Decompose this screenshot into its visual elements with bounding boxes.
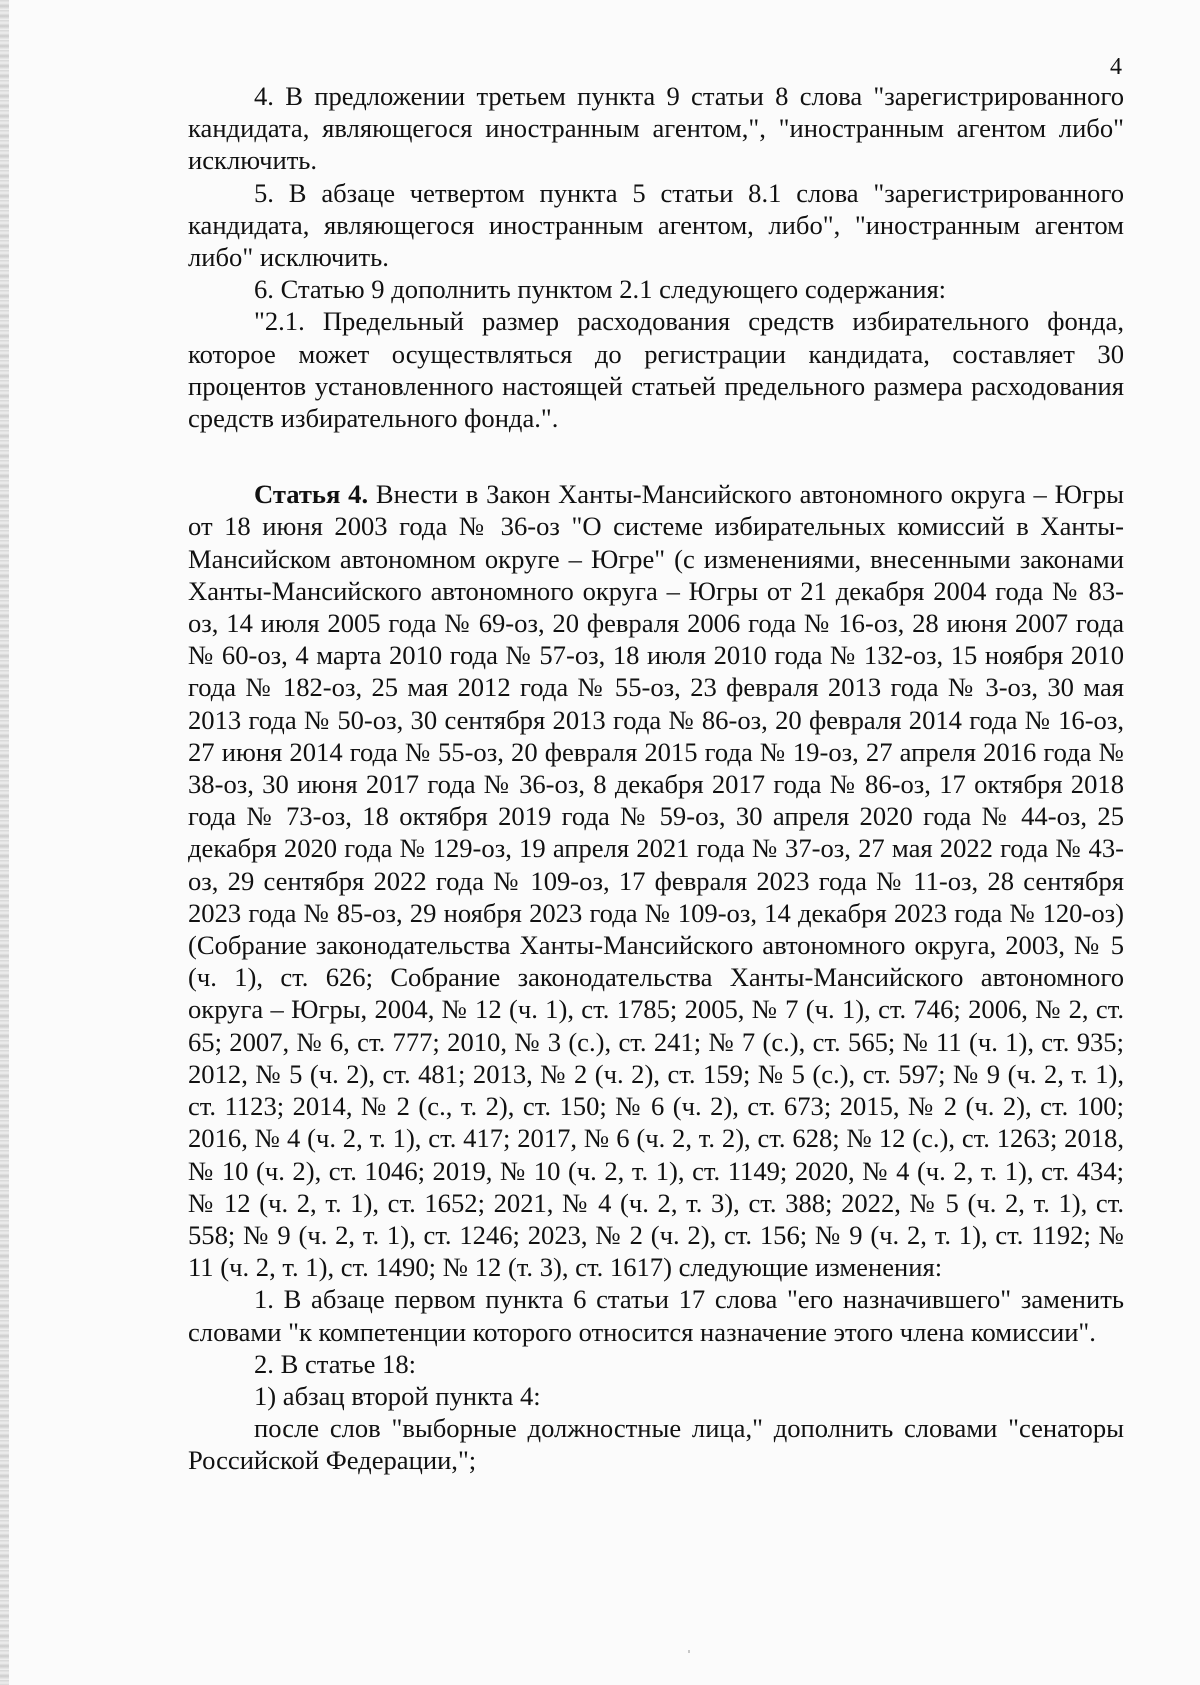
paragraph-gap <box>188 434 1124 478</box>
scan-dot <box>688 1650 690 1653</box>
change-item-2: 2. В статье 18: <box>254 1348 417 1379</box>
quoted-point-2-1: "2.1. Предельный размер расходования средств избирательного фонда, которое может осуществляться до регистрации кандидата, составляет 30 процентов установленного настоящей статьей предельного размера расходования средств избирательного фонда.". <box>188 306 1124 434</box>
change-item-1: 1. В абзаце первом пункта 6 статьи 17 слова "его назначившего" заменить словами "к компетенции которого относится назначение этого члена комиссии". <box>188 1284 1124 1347</box>
change-subitem-1: 1) абзац второй пункта 4: <box>254 1380 541 1411</box>
paragraph-item-5: 5. В абзаце четвертом пункта 5 статьи 8.1 слова "зарегистрированного кандидата, являющегося иностранным агентом, либо", "иностранным агентом либо" исключить. <box>188 177 1124 273</box>
article-body: Внести в Закон Ханты-Мансийского автономного округа – Югры от 18 июня 2003 года № 36-оз "О системе избирательных комиссий в Ханты-Мансийском автономном округе – Югре" (с изменениями, внесенными законами Ханты-Мансийского автономного округа – Югры от 21 декабря 2004 года № 83-оз, 14 июля 2005 года № 69-оз, 20 февраля 2006 года № 16-оз, 28 июня 2007 года № 60-оз, 4 марта 2010 года № 57-оз, 18 июля 2010 года № 132-оз, 15 ноября 2010 года № 182-оз, 25 мая 2012 года № 55-оз, 23 февраля 2013 года № 3-оз, 30 мая 2013 года № 50-оз, 30 сентября 2013 года № 86-оз, 20 февраля 2014 года № 16-оз, 27 июня 2014 года № 55-оз, 20 февраля 2015 года № 19-оз, 27 апреля 2016 года № 38-оз, 30 июня 2017 года № 36-оз, 8 декабря 2017 года № 86-оз, 17 октября 2018 года № 73-оз, 18 октября 2019 года № 59-оз, 30 апреля 2020 года № 44-оз, 25 декабря 2020 года № 129-оз, 19 апреля 2021 года № 37-оз, 27 мая 2022 года № 43-оз, 29 сентября 2022 года № 109-оз, 17 февраля 2023 года № 11-оз, 28 сентября 2023 года № 85-оз, 29 ноября 2023 года № 109-оз, 14 декабря 2023 года № 120-оз) (Собрание законодательства Ханты-Мансийского автономного округа, 2003, № 5 (ч. 1), ст. 626; Собрание законодательства Ханты-Мансийского автономного округа – Югры, 2004, № 12 (ч. 1), ст. 1785; 2005, № 7 (ч. 1), ст. 746; 2006, № 2, ст. 65; 2007, № 6, ст. 777; 2010, № 3 (с.), ст. 241; № 7 (с.), ст. 565; № 11 (ч. 1), ст. 935; 2012, № 5 (ч. 2), ст. 481; 2013, № 2 (ч. 2), ст. 159; № 5 (с.), ст. 597; № 9 (ч. 2, т. 1), ст. 1123; 2014, № 2 (с., т. 2), ст. 150; № 6 (ч. 2), ст. 673; 2015, № 2 (ч. 2), ст. 100; 2016, № 4 (ч. 2, т. 1), ст. 417; 2017, № 6 (ч. 2, т. 2), ст. 628; № 12 (с.), ст. 1263; 2018, № 10 (ч. 2), ст. 1046; 2019, № 10 (ч. 2, т. 1), ст. 1149; 2020, № 4 (ч. 2, т. 1), ст. 434; № 12 (ч. 2, т. 1), ст. 1652; 2021, № 4 (ч. 2, т. 3), ст. 388; 2022, № 5 (ч. 2, т. 1), ст. 558; № 9 (ч. 2, т. 1), ст. 1246; 2023, № 2 (ч. 2), ст. 156; № 9 (ч. 2, т. 1), ст. 1192; № 11 (ч. 2, т. 1), ст. 1490; № 12 (т. 3), ст. 1617) следующие изменения: <box>188 479 1124 1283</box>
scan-edge <box>0 0 9 1685</box>
paragraph-item-6: 6. Статью 9 дополнить пунктом 2.1 следующего содержания: <box>254 274 947 305</box>
document-body <box>188 80 1124 1477</box>
paragraph-item-4: 4. В предложении третьем пункта 9 статьи 8 слова "зарегистрированного кандидата, являющегося иностранным агентом,", "иностранным агентом либо" исключить. <box>188 81 1124 176</box>
article-4-paragraph <box>188 478 1124 1283</box>
page-number: 4 <box>1110 54 1122 80</box>
article-heading: Статья 4. <box>254 479 369 510</box>
change-instruction: после слов "выборные должностные лица," дополнить словами "сенаторы Российской Федерации,"; <box>188 1413 1124 1476</box>
